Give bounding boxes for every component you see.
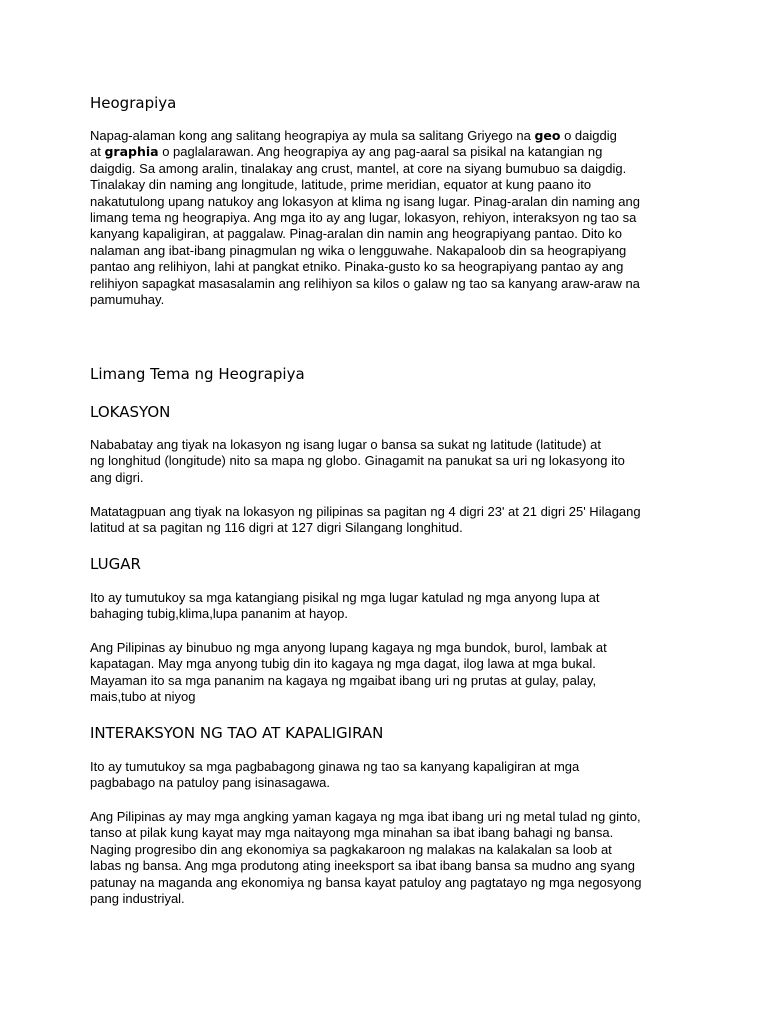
lugar-paragraph (90, 640, 676, 706)
intro-text: o daigdig (560, 128, 617, 143)
text-line: Ito ay tumutukoy sa mga pagbabagong ginawa ng tao sa kanyang kapaligiran at mga (90, 759, 580, 774)
section-heading-interaksyon: INTERAKSYON NG TAO AT KAPALIGIRAN (90, 724, 384, 742)
text-line: kapatagan. May mga anyong tubig din ito kagaya ng mga dagat, ilog lawa at mga bukal. (90, 656, 596, 672)
text-line: Naging progresibo din ang ekonomiya sa pagkakaroon ng malakas na kalakalan sa loob at (90, 841, 612, 857)
text-line: tanso at pilak kung kayat may mga naitayong mga minahan sa ibat ibang bahagi ng bansa. (90, 825, 614, 841)
text-line: Ito ay tumutukoy sa mga katangiang pisikal ng mga lugar katulad ng mga anyong lupa at (90, 590, 600, 605)
text-line: pang industriyal. (90, 891, 185, 907)
text-line: Ang Pilipinas ay may mga angking yaman kagaya ng mga ibat ibang uri ng metal tulad ng ginto, (90, 809, 641, 824)
intro-line: kanyang kapaligiran, at paggalaw. Pinag-aralan din namin ang heograpiyang pantao. Dito ko (90, 226, 622, 242)
text-line: patunay na maganda ang ekonomiya ng bansa kayat patuloy ang pagtatayo ng mga negosyong (90, 874, 642, 890)
text-line: ng longhitud (longitude) nito sa mapa ng globo. Ginagamit na panukat sa uri ng lokasyong ito (90, 453, 625, 469)
intro-line: nalaman ang ibat-ibang pinagmulan ng wika o lengguwahe. Nakapaloob din sa heograpiyang (90, 242, 627, 258)
interaksyon-paragraph (90, 759, 676, 792)
keyword-graphia: graphia (104, 144, 159, 160)
section-heading-lugar: LUGAR (90, 555, 141, 573)
section-heading-lokasyon: LOKASYON (90, 403, 171, 421)
intro-line (90, 144, 676, 160)
lugar-paragraph (90, 590, 676, 623)
intro-line: Tinalakay din naming ang longitude, latitude, prime meridian, equator at kung paano ito (90, 177, 592, 193)
text-line: bahaging tubig,klima,lupa pananim at hayop. (90, 606, 349, 622)
intro-text: o paglalarawan. Ang heograpiya ay ang pag-aaral sa pisikal na katangian ng (158, 144, 603, 160)
text-line: Mayaman ito sa mga pananim na kagaya ng mgaibat ibang uri ng prutas at gulay, palay, (90, 672, 597, 688)
intro-line: pantao ang relihiyon, lahi at pangkat etniko. Pinaka-gusto ko sa heograpiyang pantao ay ang (90, 259, 624, 275)
text-line: Matatagpuan ang tiyak na lokasyon ng pilipinas sa pagitan ng 4 digri 23' at 21 digri 25' Hilagang (90, 504, 641, 519)
intro-line: pamumuhay. (90, 292, 165, 308)
text-line: Ang Pilipinas ay binubuo ng mga anyong lupang kagaya ng mga bundok, burol, lambak at (90, 640, 607, 655)
intro-line: nakatutulong upang natukoy ang lokasyon at klima ng isang lugar. Pinag-aralan din naming ang (90, 193, 640, 209)
interaksyon-paragraph (90, 809, 676, 907)
text-line: labas ng bansa. Ang mga produtong ating ineeksport sa ibat ibang bansa sa mudno ang syang (90, 858, 635, 874)
page-title: Heograpiya (90, 94, 177, 112)
text-line: latitud at sa pagitan ng 116 digri at 127 digri Silangang longhitud. (90, 520, 463, 536)
intro-text: Napag-alaman kong ang salitang heograpiya ay mula sa salitang Griyego na (90, 128, 535, 143)
lokasyon-paragraph (90, 504, 676, 537)
text-line: pagbabago na patuloy pang isinasagawa. (90, 775, 330, 791)
text-line: ang digri. (90, 469, 144, 485)
intro-line (90, 128, 676, 144)
intro-line: daigdig. Sa among aralin, tinalakay ang crust, mantel, at core na siyang bumubuo sa daigdig. (90, 160, 627, 176)
keyword-geo: geo (534, 128, 561, 143)
text-line: mais,tubo at niyog (90, 689, 196, 705)
intro-paragraph (90, 128, 676, 308)
intro-line: relihiyon sapagkat masasalamin ang relihiyon sa kilos o galaw ng tao sa kanyang araw-araw na (90, 275, 640, 291)
themes-heading: Limang Tema ng Heograpiya (90, 365, 305, 383)
text-line: Nababatay ang tiyak na lokasyon ng isang lugar o bansa sa sukat ng latitude (latitude) at (90, 437, 601, 452)
intro-line: limang tema ng heograpiya. Ang mga ito ay ang lugar, lokasyon, rehiyon, interaksyon ng tao sa (90, 210, 637, 226)
intro-text: at (90, 144, 105, 160)
lokasyon-paragraph (90, 437, 676, 486)
